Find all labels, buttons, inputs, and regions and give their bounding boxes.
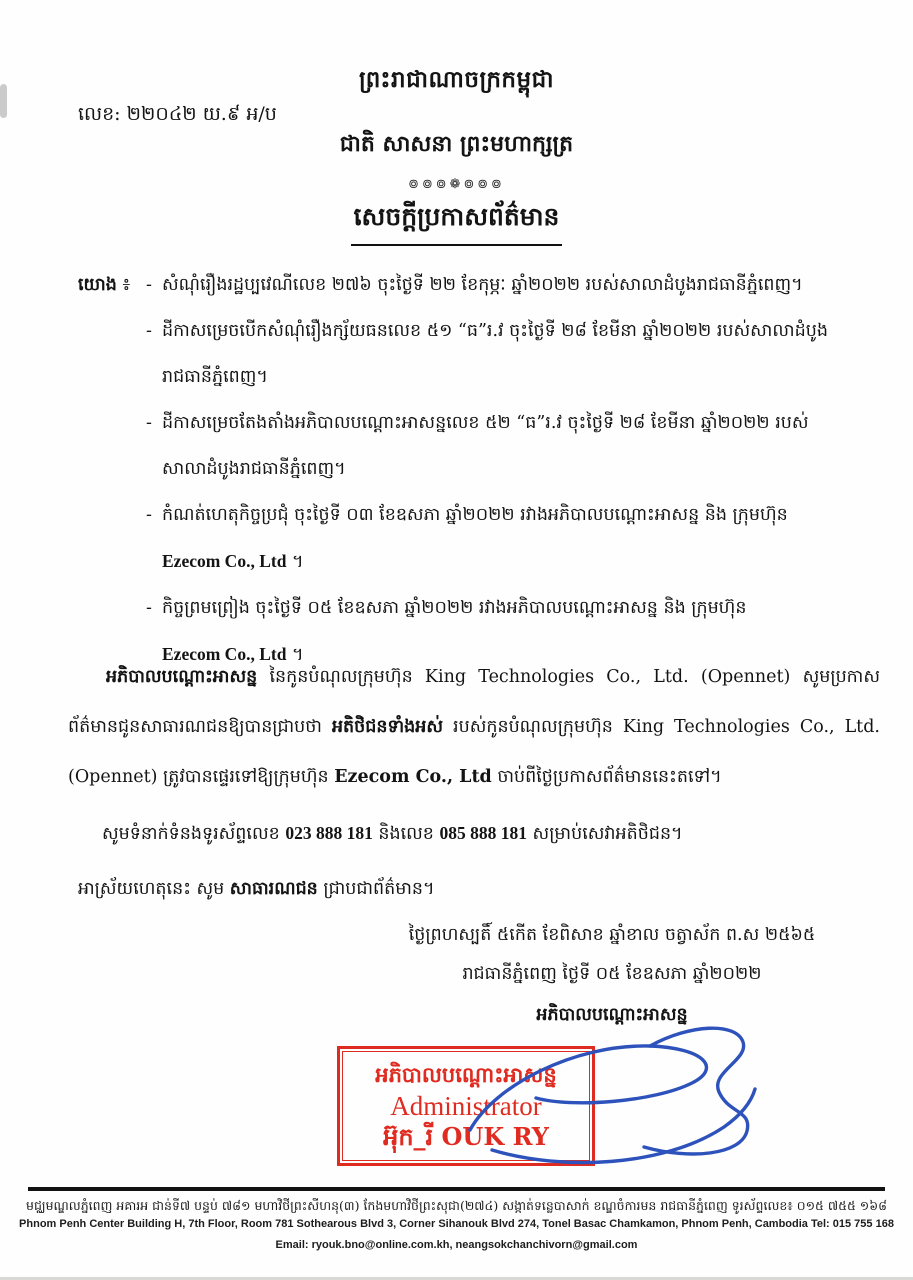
bullet-dash: - bbox=[146, 598, 152, 618]
contact-text: និងលេខ bbox=[372, 824, 440, 844]
company-name-line bbox=[162, 538, 884, 585]
reference-text: កំណត់ហេតុកិច្ចប្រជុំ ចុះថ្ងៃទី ០៣ ខែឧសភា ឆ្នាំ២០២២ រវាងអភិបាលបណ្ដោះអាសន្ន និង ក្រុមហ៊ុន bbox=[162, 505, 788, 525]
paragraph-text: ចាប់ពីថ្ងៃប្រកាសព័ត៌មាននេះតទៅ។ bbox=[491, 767, 722, 787]
decorative-divider: ៙៙៙❁៙៙៙ bbox=[408, 177, 505, 192]
reference-item-1 bbox=[78, 262, 884, 308]
company-name: Ezecom Co., Ltd bbox=[162, 551, 287, 571]
administrator-term: អភិបាលបណ្ដោះអាសន្ន bbox=[106, 667, 258, 687]
contact-text: សម្រាប់សេវាអតិថិជន។ bbox=[526, 824, 683, 844]
company-name: Ezecom Co., Ltd bbox=[334, 767, 492, 787]
bullet-dash: - bbox=[146, 413, 152, 433]
bullet-dash: - bbox=[146, 275, 152, 295]
reference-text: ដីកាសម្រេចតែងតាំងអភិបាលបណ្ដោះអាសន្នលេខ ៥២ “ធ”រ.វ ចុះថ្ងៃទី ២៨ ខែមីនា ឆ្នាំ២០២២ របស់ bbox=[162, 413, 809, 433]
footer-address-english: Phnom Penh Center Building H, 7th Floor, Room 781 Sothearous Blvd 3, Corner Sihanouk Blvd 274, Tonel Basac Chamkamon, Phnom Penh, Cambodia Tel: 015 755 168 bbox=[19, 1218, 894, 1230]
footer-address-khmer: មជ្ឈមណ្ឌលភ្នំពេញ អគារអ ជាន់ទី៧ បន្ទប់ ៧៨១ មហាវិថីព្រះសីហនុ(៣) កែងមហាវិថីព្រះសុជា(២៧៤) សង្កាត់ទន្លេបាសាក់ ខណ្ឌចំការមន រាជធានីភ្នំពេញ ទូរស័ព្ទលេខ៖ ០១៥ ៧៥៥ ១៦៨ bbox=[26, 1198, 887, 1213]
title-row bbox=[0, 202, 913, 246]
national-motto: ជាតិ សាសនា ព្រះមហាក្សត្រ bbox=[339, 131, 574, 157]
reference-text-continued: រាជធានីភ្នំពេញ។ bbox=[162, 367, 268, 387]
signer-title: អភិបាលបណ្ដោះអាសន្ន bbox=[536, 1005, 688, 1025]
company-name: Ezecom Co., Ltd bbox=[162, 644, 287, 664]
kingdom-heading: ព្រះរាជាណាចក្រកម្ពុជា bbox=[358, 66, 555, 93]
bullet-dash: - bbox=[146, 505, 152, 525]
announcement-paragraph bbox=[68, 652, 880, 802]
reference-item-4 bbox=[78, 492, 884, 585]
stamp-title-khmer: អភិបាលបណ្ដោះអាសន្ន bbox=[375, 1062, 557, 1087]
phone-number-1: 023 888 181 bbox=[285, 823, 373, 843]
bullet-dash: - bbox=[146, 321, 152, 341]
place-date-line: រាជធានីភ្នំពេញ ថ្ងៃទី ០៥ ខែឧសភា ឆ្នាំ២០២២ bbox=[462, 964, 762, 984]
footer-email-line: Email: ryouk.bno@online.com.kh, neangsokchanchivorn@gmail.com bbox=[275, 1239, 638, 1251]
phone-number-2: 085 888 181 bbox=[439, 823, 527, 843]
closing-line bbox=[78, 866, 435, 912]
paragraph-text: របស់កូនបំណុលក្រុមហ៊ុន King Technologies Co., Ltd. (Opennet) ត្រូវបានផ្ទេរទៅឱ្យក្រុមហ៊ុន bbox=[68, 717, 880, 787]
footer-divider-rule bbox=[28, 1187, 885, 1191]
closing-text: ជ្រាបជាព័ត៌មាន។ bbox=[317, 879, 435, 899]
references-label: យោង ៖ bbox=[78, 275, 131, 295]
references-section bbox=[78, 262, 884, 678]
contact-text: សូមទំនាក់ទំនងទូរស័ព្ទលេខ bbox=[102, 824, 286, 844]
lunar-date-line: ថ្ងៃព្រហស្បតិ៍ ៥កើត ខែពិសាខ ឆ្នាំខាល ចត្វាស័ក ព.ស ២៥៦៥ bbox=[408, 925, 816, 945]
reference-item-2 bbox=[78, 308, 884, 400]
document-reference-number: លេខ: ២២០៤២ យ.៩ អ/ប bbox=[78, 103, 277, 125]
stamp-signer-name: អ៊ុក_រី OUK RY bbox=[383, 1122, 549, 1151]
khmer-full-stop: ។ bbox=[292, 645, 304, 665]
page-title: សេចក្តីប្រកាសព័ត៌មាន bbox=[351, 202, 563, 246]
all-customers-term: អតិថិជនទាំងអស់ bbox=[331, 717, 444, 737]
khmer-full-stop: ។ bbox=[292, 552, 304, 572]
closing-text: អាស្រ័យហេតុនេះ សូម bbox=[78, 879, 230, 899]
reference-text-continued: សាលាដំបូងរាជធានីភ្នំពេញ។ bbox=[162, 459, 346, 479]
reference-item-3 bbox=[78, 400, 884, 492]
reference-text: សំណុំរឿងរដ្ឋប្បវេណីលេខ ២៧៦ ចុះថ្ងៃទី ២២ ខែកុម្ភៈ ឆ្នាំ២០២២ របស់សាលាដំបូងរាជធានីភ្នំពេញ។ bbox=[162, 275, 803, 295]
reference-text: ដីកាសម្រេចបើកសំណុំរឿងក្ស័យធនលេខ ៥១ “ធ”រ.វ ចុះថ្ងៃទី ២៨ ខែមីនា ឆ្នាំ២០២២ របស់សាលាដំបូង bbox=[162, 321, 828, 341]
handwritten-signature bbox=[452, 1018, 782, 1178]
reference-text: កិច្ចព្រមព្រៀង ចុះថ្ងៃទី ០៥ ខែឧសភា ឆ្នាំ២០២២ រវាងអភិបាលបណ្ដោះអាសន្ន និង ក្រុមហ៊ុន bbox=[162, 598, 747, 618]
contact-line bbox=[102, 810, 683, 857]
paragraph-text: នៃកូនបំណុលក្រុមហ៊ុន King Technologies Co., Ltd. (Opennet) សូមប្រកាសព័ត៌មានជូនសាធារណជនឱ្យបានជ្រាបថា bbox=[68, 667, 880, 737]
public-term: សាធារណជន bbox=[229, 879, 318, 899]
stamp-title-english: Administrator bbox=[390, 1091, 542, 1121]
